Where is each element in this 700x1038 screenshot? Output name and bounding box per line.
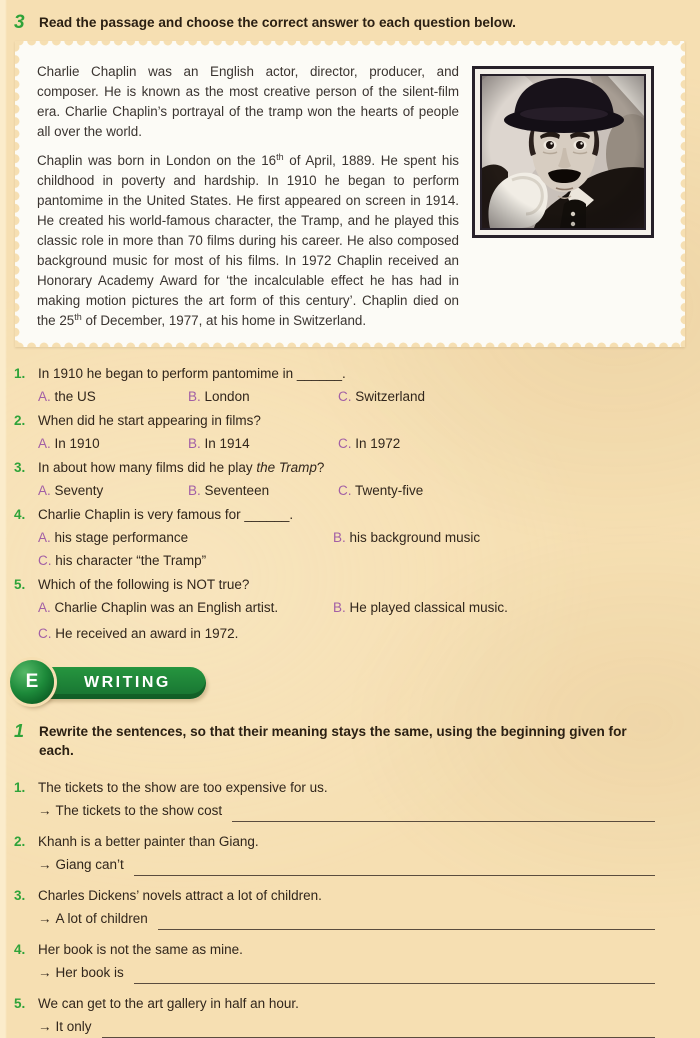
reading-task-header (0, 0, 700, 32)
answer-blank-3[interactable] (158, 913, 655, 930)
option-c[interactable]: C. In 1972 (338, 436, 401, 451)
item-beginning: Giang can’t (55, 857, 124, 872)
item-beginning: It only (55, 1019, 92, 1034)
question-number: 2. (14, 413, 26, 428)
writing-section-title: WRITING (84, 674, 171, 691)
writing-item-3 (14, 884, 655, 930)
question-number: 4. (14, 507, 26, 522)
answer-blank-4[interactable] (134, 967, 655, 984)
item-sentence: Charles Dickens’ novels attract a lot of children. (38, 888, 322, 903)
item-sentence: Her book is not the same as mine. (38, 942, 243, 957)
item-beginning: The tickets to the show cost (55, 803, 223, 818)
section-letter-badge: E (10, 660, 54, 704)
option-c[interactable]: C. He received an award in 1972. (38, 626, 239, 641)
option-a[interactable]: A. Charlie Chaplin was an English artist. (38, 600, 279, 615)
question-number: 3. (14, 460, 26, 475)
question-text: In about how many films did he play the Tramp? (38, 460, 325, 475)
writing-task-number: 1 (14, 721, 25, 741)
item-sentence: The tickets to the show are too expensive for us. (38, 780, 328, 795)
item-sentence: Khanh is a better painter than Giang. (38, 834, 259, 849)
question-2 (14, 409, 655, 455)
option-c[interactable]: C. Switzerland (338, 389, 426, 404)
item-sentence: We can get to the art gallery in half an hour. (38, 996, 299, 1011)
writing-task-header (0, 707, 700, 760)
writing-item-5 (14, 992, 655, 1038)
question-5 (14, 573, 655, 645)
chaplin-portrait-image (482, 76, 644, 228)
answer-blank-1[interactable] (232, 805, 655, 822)
question-number: 5. (14, 577, 26, 592)
writing-task-instruction: Rewrite the sentences, so that their meaning stays the same, using the beginning given for each. (39, 724, 627, 758)
option-a[interactable]: A. his stage performance (38, 530, 189, 545)
writing-item-4 (14, 938, 655, 984)
option-a[interactable]: A. Seventy (38, 483, 104, 498)
passage-paragraph-2: Chaplin was born in London on the 16th of April, 1889. He spent his childhood in poverty and hardship. In 1910 he began to perform pantomime in the United States. He first appeared on screen in 1914. He created his world-famous character, the Tramp, and he played this classic role in more than 70 films during his career. He also composed background music for most of his films. In 1972 Chaplin received an Honorary Academy Award for ‘the incalculable effect he has had in making motion pictures the art form of this century’. Chaplin died on the 25th of December, 1977, at his home in Switzerland. (37, 152, 460, 328)
photo-frame (472, 66, 654, 238)
answer-blank-5[interactable] (102, 1021, 655, 1038)
arrow-icon: → (38, 1019, 52, 1034)
ordinal-sup: th (276, 152, 284, 162)
reading-task-number: 3 (14, 12, 25, 33)
option-a[interactable]: A. the US (38, 389, 96, 404)
item-number: 5. (14, 996, 26, 1011)
option-b[interactable]: B. Seventeen (188, 483, 270, 498)
question-text: In 1910 he began to perform pantomime in ______. (38, 366, 346, 381)
writing-item-1 (14, 776, 655, 822)
option-b[interactable]: B. London (188, 389, 250, 404)
option-b[interactable]: B. his background music (333, 530, 481, 545)
writing-section-banner (8, 659, 700, 707)
option-c[interactable]: C. Twenty-five (338, 483, 424, 498)
question-number: 1. (14, 366, 26, 381)
ordinal-sup: th (74, 312, 82, 322)
writing-items (0, 760, 700, 1038)
question-text: Charlie Chaplin is very famous for ______. (38, 507, 294, 522)
item-beginning: A lot of children (55, 911, 148, 926)
arrow-icon: → (38, 965, 52, 980)
item-number: 2. (14, 834, 26, 849)
passage-panel (15, 41, 685, 347)
option-b[interactable]: B. In 1914 (188, 436, 250, 451)
reading-task-instruction: Read the passage and choose the correct answer to each question below. (39, 15, 516, 30)
item-number: 4. (14, 942, 26, 957)
question-1 (14, 362, 655, 408)
option-b[interactable]: B. He played classical music. (333, 600, 508, 615)
passage-text (37, 62, 459, 331)
question-3 (14, 456, 655, 502)
writing-item-2 (14, 830, 655, 876)
option-c[interactable]: C. his character “the Tramp” (38, 553, 207, 568)
question-text: Which of the following is NOT true? (38, 577, 250, 592)
photo-column (472, 62, 654, 331)
reading-questions (0, 347, 700, 645)
passage-paragraph-1: Charlie Chaplin was an English actor, director, producer, and composer. He is known as the most creative person of the silent-film era. Charlie Chaplin’s portrayal of the tramp won the hearts of people all over the world. (37, 64, 459, 139)
answer-blank-2[interactable] (134, 859, 655, 876)
arrow-icon: → (38, 803, 52, 818)
item-beginning: Her book is (55, 965, 124, 980)
arrow-icon: → (38, 911, 52, 926)
arrow-icon: → (38, 857, 52, 872)
item-number: 1. (14, 780, 26, 795)
writing-banner-pill (34, 667, 206, 699)
item-number: 3. (14, 888, 26, 903)
question-text: When did he start appearing in films? (38, 413, 261, 428)
option-a[interactable]: A. In 1910 (38, 436, 100, 451)
question-4 (14, 503, 655, 572)
